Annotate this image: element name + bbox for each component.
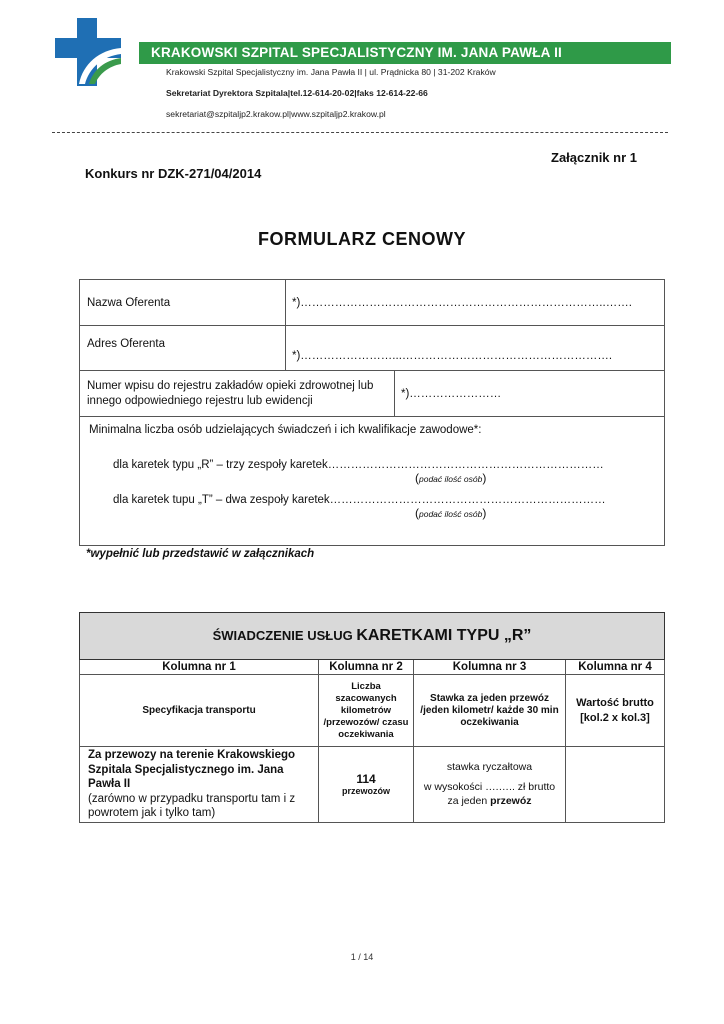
quantity-value: 114 (356, 772, 376, 787)
rate-tail-bold: przewóz (490, 795, 532, 808)
pricing-heading-small: ŚWIADCZENIE USŁUG (212, 628, 357, 643)
header-divider (52, 132, 668, 133)
offeror-name-label: Nazwa Oferenta (80, 280, 286, 326)
hint-text: podać ilość osób (419, 474, 483, 484)
hint-close-paren: ) (482, 471, 487, 485)
minimum-staff-label: Minimalna liczba osób udzielających świadczeń i ich kwalifikacje zawodowe*: (89, 424, 482, 436)
total-value-field[interactable] (566, 747, 665, 823)
column-2-header: Kolumna nr 2 (319, 660, 414, 675)
hint-type-t (80, 506, 664, 520)
offeror-address-field[interactable]: *)……………………...………………………………………………. (286, 326, 665, 371)
hint-open-paren: ( (415, 506, 419, 520)
type-r-teams-field[interactable]: dla karetek typu „R” – trzy zespoły karetek……………………………………………………………… (113, 459, 604, 471)
rate-tail-text: za jeden (447, 795, 491, 808)
registry-number-field[interactable]: *)…………………… (395, 371, 665, 417)
email-website: sekretariat@szpitaljp2.krakow.pl|www.szpitaljp2.krakow.pl (166, 109, 386, 119)
spec-subheader: Specyfikacja transportu (80, 675, 319, 747)
column-1-header: Kolumna nr 1 (80, 660, 319, 675)
attachment-label: Załącznik nr 1 (551, 150, 637, 165)
hint-type-r (80, 471, 664, 485)
rate-tail (415, 794, 564, 808)
contest-number: Konkurs nr DZK-271/04/2014 (85, 166, 262, 181)
page-number: 1 / 14 (350, 952, 374, 962)
hint-open-paren: ( (415, 471, 419, 485)
pricing-heading (80, 613, 665, 660)
rate-cell (414, 747, 566, 823)
hint-text: podać ilość osób (419, 509, 483, 519)
secretariat-contact: Sekretariat Dyrektora Szpitala|tel.12-614-20-02|faks 12-614-22-66 (166, 88, 428, 98)
offeror-address-label: Adres Oferenta (80, 326, 286, 371)
rate-value-field[interactable]: w wysokości ….….. zł brutto (423, 781, 556, 794)
quantity-unit: przewozów (341, 786, 390, 797)
rate-label: stawka ryczałtowa (446, 761, 533, 774)
footnote: *wypełnić lub przedstawić w załącznikach (86, 548, 315, 560)
hospital-banner: KRAKOWSKI SZPITAL SPECJALISTYCZNY IM. JANA PAWŁA II (139, 42, 671, 64)
spec-cell (80, 747, 319, 823)
offeror-form-table (79, 279, 665, 546)
registry-number-label: Numer wpisu do rejestru zakładów opieki zdrowotnej lub innego odpowiedniego rejestru lub ewidencji (80, 371, 395, 417)
quantity-subheader: Liczba szacowanych kilometrów /przewozów/ czasu oczekiwania (319, 675, 414, 747)
spec-bold-text: Za przewozy na terenie Krakowskiego Szpitala Specjalistycznego im. Jana Pawła II (88, 749, 296, 790)
column-4-header: Kolumna nr 4 (566, 660, 665, 675)
quantity-cell (319, 747, 414, 823)
hint-close-paren: ) (482, 506, 487, 520)
column-3-header: Kolumna nr 3 (414, 660, 566, 675)
type-t-teams-field[interactable]: dla karetek tupu „T” – dwa zespoły karetek……………………………………………………………… (113, 494, 606, 506)
rate-subheader: Stawka za jeden przewóz /jeden kilometr/ każde 30 min oczekiwania (414, 675, 566, 747)
hospital-logo (55, 18, 121, 86)
pricing-heading-big: KARETKAMI TYPU „R” (356, 627, 532, 644)
page-title: FORMULARZ CENOWY (258, 229, 466, 249)
offeror-name-field[interactable]: *)……………………………………………………………………..……. (286, 280, 665, 326)
pricing-table (79, 612, 665, 823)
hospital-address: Krakowski Szpital Specjalistyczny im. Jana Pawła II | ul. Prądnicka 80 | 31-202 Kraków (166, 67, 496, 77)
spec-normal-text: (zarówno w przypadku transportu tam i z powrotem jak i tylko tam) (88, 792, 296, 819)
total-subheader: Wartość brutto [kol.2 x kol.3] (566, 675, 665, 747)
